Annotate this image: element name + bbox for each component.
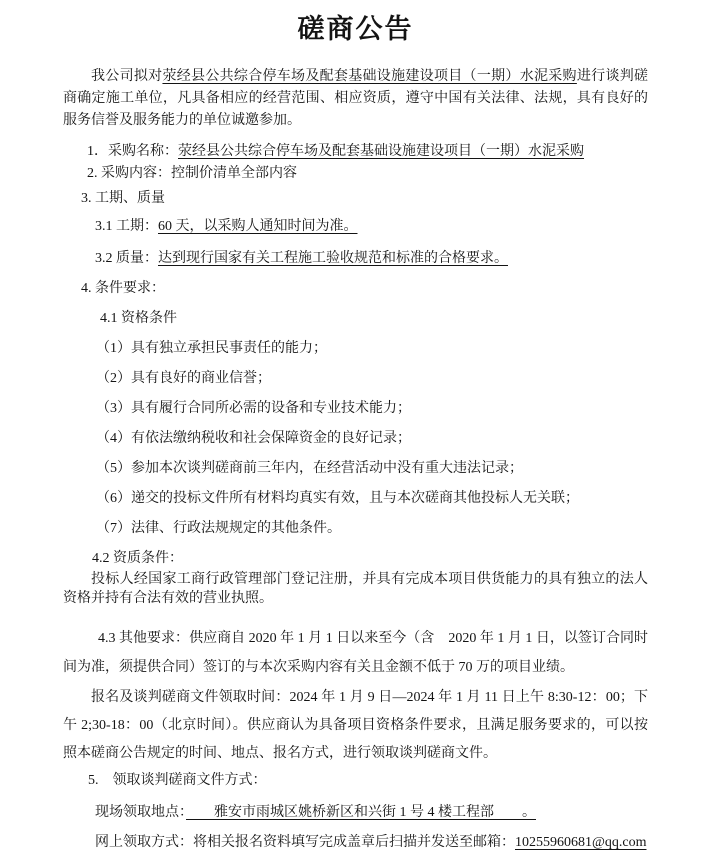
section-4-heading: 4. 条件要求： (81, 281, 165, 296)
qualification-condition-4: （4）有依法缴纳税收和社会保障资金的良好记录； (96, 431, 411, 446)
section-3-heading: 3. 工期、质量 (81, 191, 165, 206)
purchase-name-label: 1．采购名称： (87, 144, 178, 159)
qualification-condition-7: （7）法律、行政法规规定的其他条件。 (96, 521, 341, 536)
online-pickup-line (95, 832, 648, 854)
onsite-pickup-line (95, 802, 648, 824)
quality-line (95, 248, 648, 270)
purchase-name-line (87, 141, 648, 163)
intro-prefix: 我公司拟对 (91, 69, 163, 84)
quality-value: 达到现行国家有关工程施工验收规范和标准的合格要求。 (158, 251, 508, 266)
section-4-2-heading: 4.2 资质条件： (92, 551, 183, 566)
duration-label: 3.1 工期： (95, 219, 158, 234)
qualification-condition-2: （2）具有良好的商业信誉； (96, 371, 271, 386)
intro-suffix: 进行谈判磋商确定施工单位，凡具备相应的经营范围、相应资质，遵守中国有关法律、法规，具有良好的服务信誉及服务能力的单位诚邀参加。 (63, 69, 649, 128)
section-5-heading: 5. 领取谈判磋商文件方式： (88, 773, 267, 788)
signup-time-paragraph: 报名及谈判磋商文件领取时间：2024 年 1 月 9 日—2024 年 1 月 11 日上午 8:30-12：00；下午 2;30-18：00（北京时间）。供应商认为具备项目资格条件要求，且满足服务要求的，可以按照本磋商公告规定的时间、地点、报名方式，进行领取谈判磋商文件。 (63, 690, 648, 761)
purchase-content-value: 控制价清单全部内容 (171, 166, 297, 181)
duration-line (95, 216, 648, 238)
qualification-condition-5: （5）参加本次谈判磋商前三年内，在经营活动中没有重大违法记录； (96, 461, 523, 476)
duration-value: 60 天，以采购人通知时间为准。 (158, 219, 358, 234)
purchase-name-value: 荥经县公共综合停车场及配套基础设施建设项目（一期）水泥采购 (178, 144, 584, 159)
qualification-condition-3: （3）具有履行合同所必需的设备和专业技术能力； (96, 401, 411, 416)
qualification-condition-1: （1）具有独立承担民事责任的能力； (96, 341, 327, 356)
section-4-1-heading: 4.1 资格条件 (100, 311, 177, 326)
onsite-pickup-label: 现场领取地点： (95, 805, 186, 820)
purchase-content-label: 2. 采购内容： (87, 166, 171, 181)
online-pickup-email: 10255960681@qq.com (515, 835, 647, 850)
quality-label: 3.2 质量： (95, 251, 158, 266)
onsite-pickup-address-underlined: 雅安市雨城区姚桥新区和兴街 1 号 4 楼工程部 。 (186, 805, 536, 820)
document-title: 磋商公告 (297, 14, 414, 44)
qualification-condition-6: （6）递交的投标文件所有材料均真实有效，且与本次磋商其他投标人无关联； (96, 491, 579, 506)
section-4-3-paragraph: 4.3 其他要求：供应商自 2020 年 1 月 1 日以来至今（含 2020 年 1 月 1 日，以签订合同时间为准，须提供合同）签订的与本次采购内容有关且金额不低于 70 万的项目业绩。 (63, 631, 648, 675)
intro-project-name-underlined: 荥经县公共综合停车场及配套基础设施建设项目（一期）水泥采购 (162, 69, 577, 84)
purchase-content-line (87, 163, 648, 185)
intro-paragraph (63, 66, 648, 132)
online-pickup-label: 网上领取方式：将相关报名资料填写完成盖章后扫描并发送至邮箱： (95, 835, 515, 850)
section-4-2-body: 投标人经国家工商行政管理部门登记注册，并具有完成本项目供货能力的具有独立的法人资格并持有合法有效的营业执照。 (63, 572, 648, 606)
